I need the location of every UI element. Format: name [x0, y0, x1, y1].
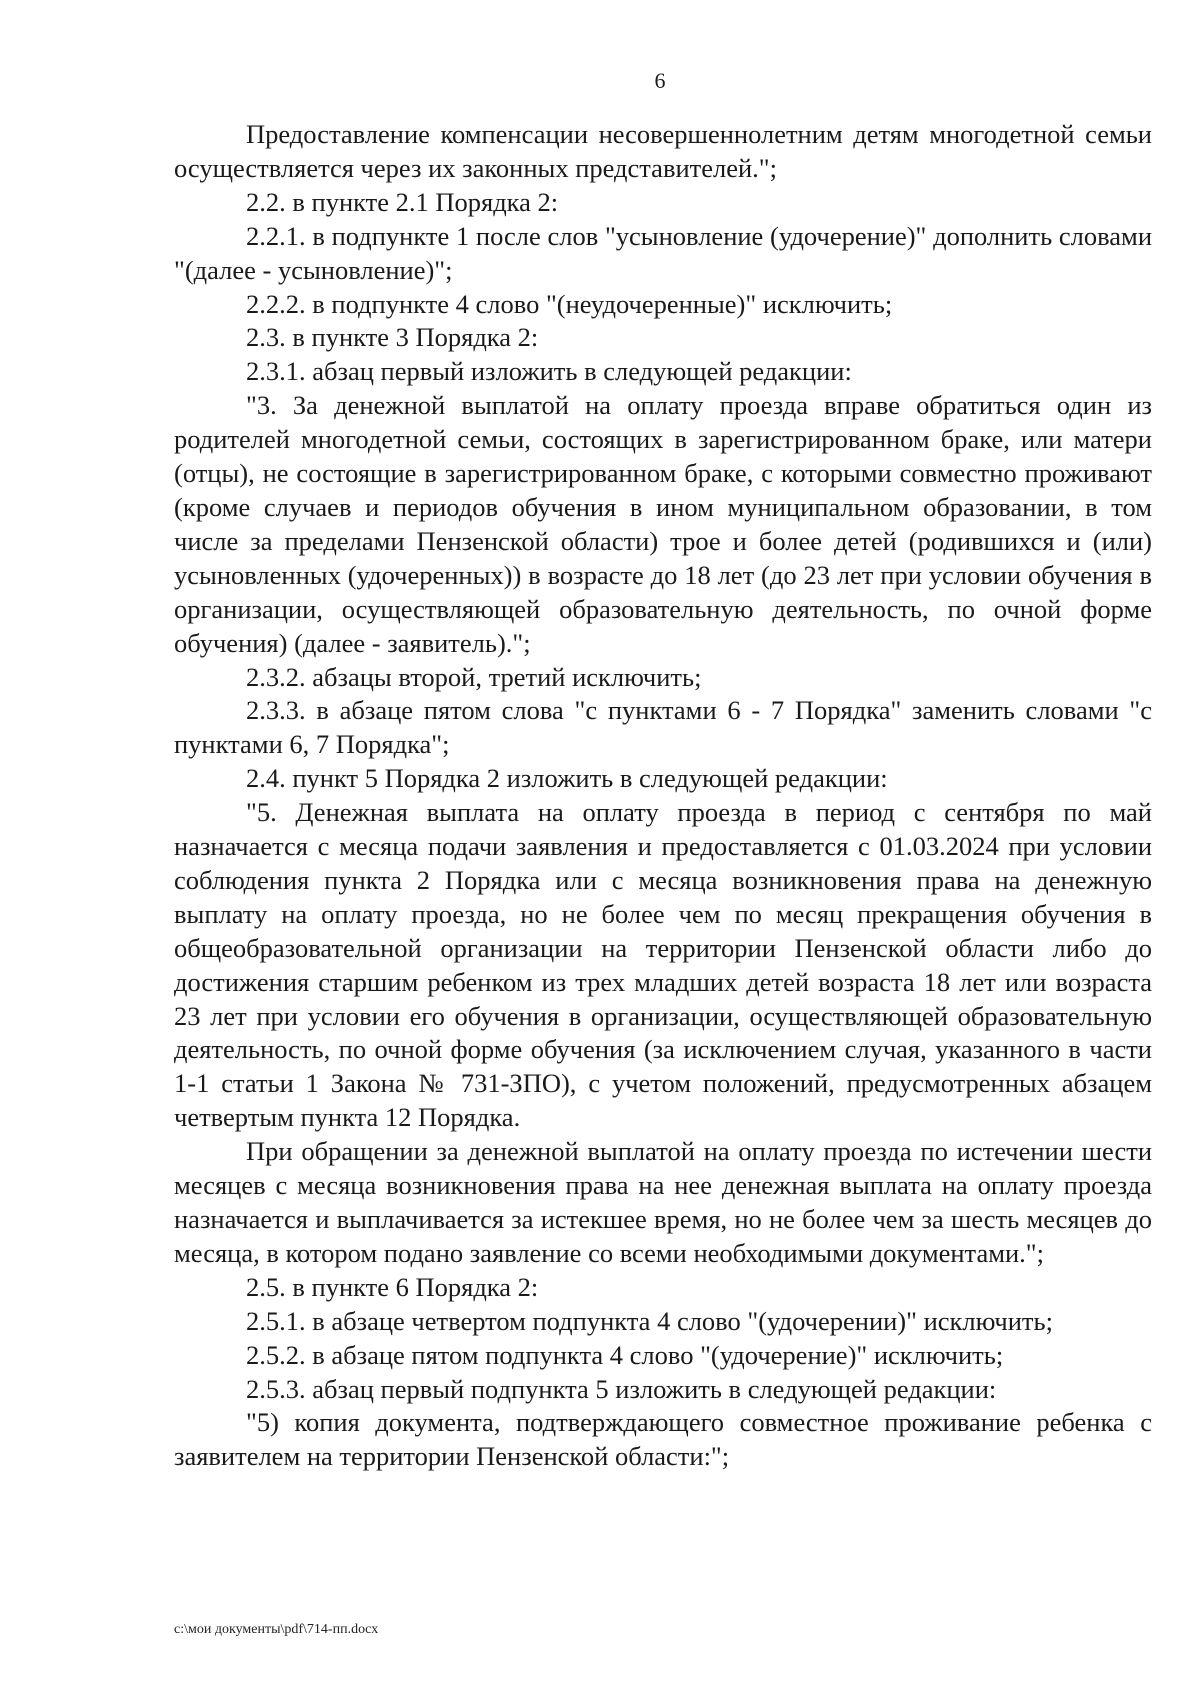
paragraph: 2.3.3. в абзаце пятом слова "с пунктами 6 - 7 Порядка" заменить словами "с пунктами 6, 7 Порядка";	[174, 695, 1152, 760]
paragraph: 2.5.3. абзац первый подпункта 5 изложить в следующей редакции:	[246, 1373, 997, 1404]
paragraph: 2.5.1. в абзаце четвертом подпункта 4 слово "(удочерении)" исключить;	[246, 1305, 1053, 1336]
paragraph: 2.2.2. в подпункте 4 слово "(неудочеренные)" исключить;	[246, 288, 893, 319]
paragraph: 2.2. в пункте 2.1 Порядка 2:	[246, 186, 559, 217]
page-number: 6	[654, 68, 666, 93]
document-body	[174, 118, 1152, 1474]
paragraph: "3. За денежной выплатой на оплату проезда вправе обратиться один из родителей многодетной семьи, состоящих в зарегистрированном браке, или матери (отцы), не состоящие в зарегистрированном браке, с которыми совместно проживают (кроме случаев и периодов обучения в ином муниципальном образовании, в том числе за пределами Пензенской области) трое и более детей (родившихся и (или) усыновленных (удочеренных)) в возрасте до 18 лет (до 23 лет при условии обучения в организации, осуществляющей образовательную деятельность, по очной форме обучения) (далее - заявитель).";	[174, 390, 1152, 658]
paragraph: 2.3.2. абзацы второй, третий исключить;	[246, 661, 702, 692]
paragraph: "5. Денежная выплата на оплату проезда в период с сентября по май назначается с месяца подачи заявления и предоставляется с 01.03.2024 при условии соблюдения пункта 2 Порядка или с месяца возникновения права на денежную выплату на оплату проезда, но не более чем по месяц прекращения обучения в общеобразовательной организации на территории Пензенской области либо до достижения старшим ребенком из трех младших детей возраста 18 лет или возраста 23 лет при условии его обучения в организации, осуществляющей образовательную деятельность, по очной форме обучения (за исключением случая, указанного в части 1-1 статьи 1 Закона № 731-ЗПО), с учетом положений, предусмотренных абзацем четвертым пункта 12 Порядка.	[174, 797, 1152, 1133]
paragraph: 2.3. в пункте 3 Порядка 2:	[246, 322, 539, 353]
paragraph: 2.4. пункт 5 Порядка 2 изложить в следующей редакции:	[246, 763, 888, 794]
paragraph: 2.5. в пункте 6 Порядка 2:	[246, 1271, 539, 1302]
paragraph: При обращении за денежной выплатой на оплату проезда по истечении шести месяцев с месяца возникновения права на нее денежная выплата на оплату проезда назначается и выплачивается за истекшее время, но не более чем за шесть месяцев до месяца, в котором подано заявление со всеми необходимыми документами.";	[174, 1136, 1152, 1268]
paragraph: 2.5.2. в абзаце пятом подпункта 4 слово "(удочерение)" исключить;	[246, 1339, 1004, 1370]
file-path-footer: c:\мои документы\pdf\714-пп.docx	[174, 1622, 379, 1637]
paragraph: "5) копия документа, подтверждающего совместное проживание ребенка с заявителем на территории Пензенской области:";	[174, 1407, 1152, 1472]
paragraph: Предоставление компенсации несовершеннолетним детям многодетной семьи осуществляется через их законных представителей.";	[174, 119, 1152, 183]
paragraph: 2.3.1. абзац первый изложить в следующей редакции:	[246, 356, 852, 387]
paragraph: 2.2.1. в подпункте 1 после слов "усыновление (удочерение)" дополнить словами "(далее - усыновление)";	[174, 220, 1152, 285]
